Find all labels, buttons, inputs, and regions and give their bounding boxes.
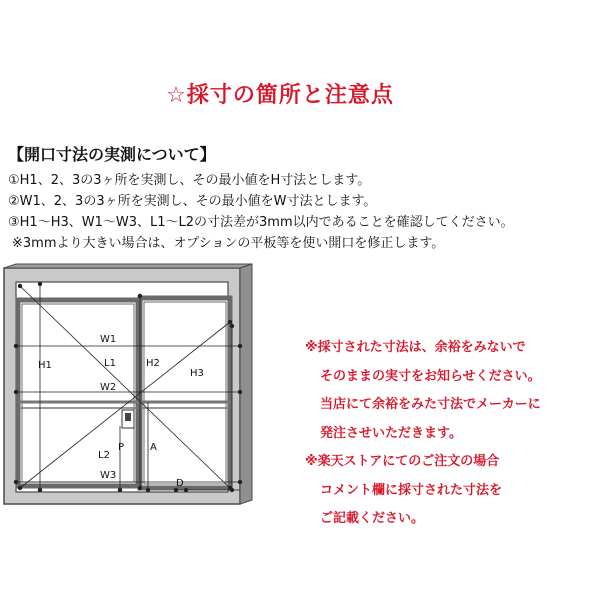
note-line-6: コメント欄に採寸された寸法を [320,482,503,498]
label-w2: W2 [100,382,117,393]
inner-opening [16,282,228,492]
label-h1: H1 [38,360,52,371]
note-line-2: そのままの実寸をお知らせください。 [320,368,541,384]
page-title: ☆採寸の箇所と注意点 [166,83,394,108]
ordering-notes [305,334,597,534]
frame-depth-top [4,264,252,268]
note-line-3: 当店にて余裕をみた寸法でメーカーに [320,397,541,412]
label-h3: H3 [190,368,204,379]
note-line-7: ご記載ください。 [320,511,425,526]
instruction-item-2: ②W1、2、3の3ヶ所を実測し、その最小値をW寸法とします。 [8,194,377,209]
label-w1: W1 [100,334,117,345]
label-d: D [176,478,184,489]
label-l1: L1 [104,358,116,369]
note-line-5: ※楽天ストアにてのご注文の場合 [305,454,500,469]
instruction-note: ※3mmより大きい場合は、オプションの平板等を使い開口を修正します。 [12,236,445,251]
instruction-item-3: ③H1～H3、W1～W3、L1～L2の寸法差が3mm以内であることを確認してください。 [8,215,514,230]
label-h2: H2 [146,358,160,369]
instruction-item-1: ①H1、2、3の3ヶ所を実測し、その最小値をH寸法とします。 [8,173,371,188]
label-a: A [150,442,157,453]
label-p: P [118,442,125,453]
label-w3: W3 [100,470,117,481]
note-line-4: 発注させいただきます。 [320,425,462,441]
section-heading: 【開口寸法の実測について】 [8,145,216,164]
instruction-list [8,170,598,254]
window-measurement-diagram [0,262,300,562]
frame-depth-right [240,264,252,504]
label-l2: L2 [98,450,110,461]
note-line-1: ※採寸された寸法は、余裕をみないで [305,340,526,355]
